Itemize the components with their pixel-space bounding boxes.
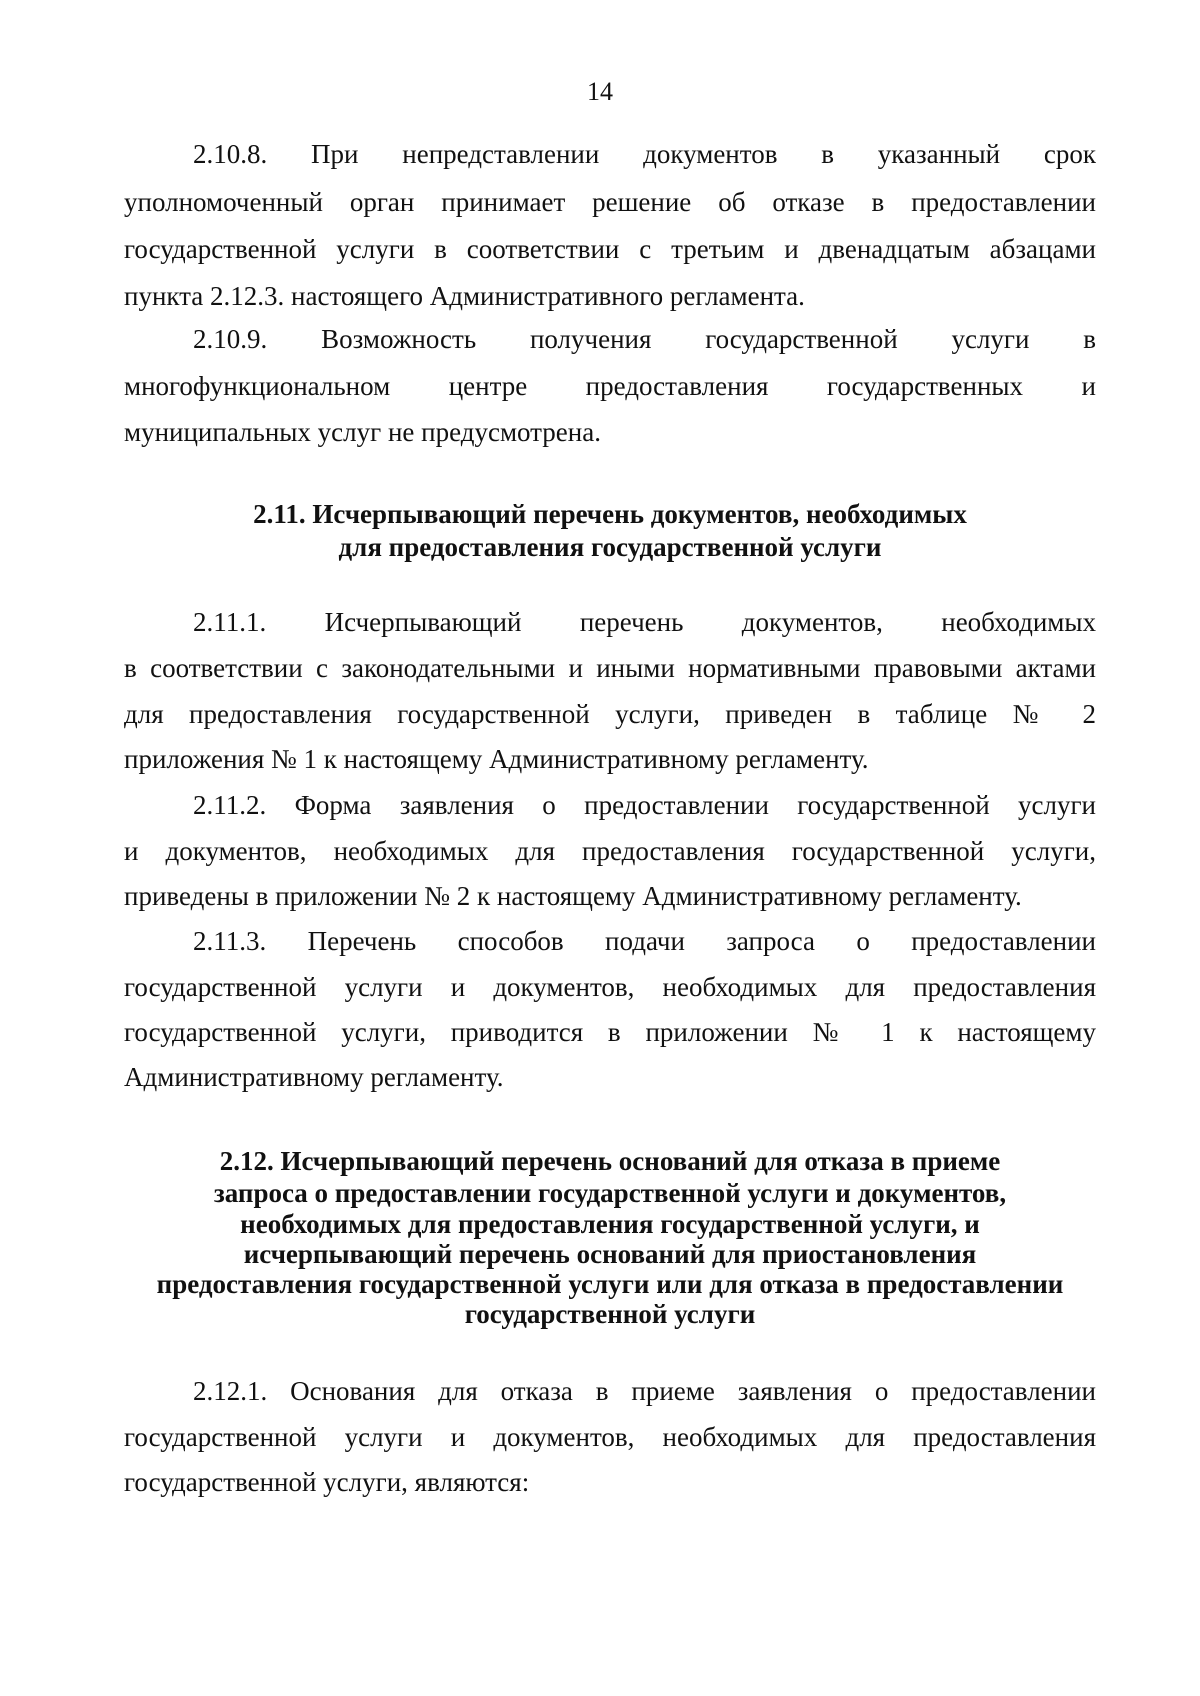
heading-line: государственной услуги [464,1299,756,1329]
paragraph-line: государственной услуги, приводится в приложении № 1 к настоящему [124,1017,1096,1047]
paragraph-line: Административному регламенту. [124,1062,504,1092]
paragraph-line: приведены в приложении № 2 к настоящему Административному регламенту. [124,881,1022,911]
paragraph-line: государственной услуги и документов, необходимых для предоставления [124,1422,1096,1452]
paragraph-line: для предоставления государственной услуги, приведен в таблице № 2 [124,699,1096,729]
paragraph-line: 2.11.1. Исчерпывающий перечень документов, необходимых [193,607,1096,637]
paragraph-line: государственной услуги и документов, необходимых для предоставления [124,972,1096,1002]
paragraph-line: 2.12.1. Основания для отказа в приеме заявления о предоставлении [193,1376,1096,1406]
paragraph-line: приложения № 1 к настоящему Административному регламенту. [124,744,869,774]
paragraph-line: муниципальных услуг не предусмотрена. [124,417,601,447]
paragraph-line: в соответствии с законодательными и иными нормативными правовыми актами [124,653,1096,683]
heading-line: 2.12. Исчерпывающий перечень оснований для отказа в приеме [219,1146,1001,1176]
paragraph-line: уполномоченный орган принимает решение об отказе в предоставлении [124,187,1096,217]
paragraph-line: 2.10.8. При непредставлении документов в указанный срок [193,139,1096,169]
paragraph-line: 2.11.2. Форма заявления о предоставлении государственной услуги [193,790,1096,820]
paragraph-line: 2.11.3. Перечень способов подачи запроса о предоставлении [193,926,1096,956]
paragraph-line: и документов, необходимых для предоставления государственной услуги, [124,836,1096,866]
paragraph-line: государственной услуги в соответствии с третьим и двенадцатым абзацами [124,234,1096,264]
paragraph-line: 2.10.9. Возможность получения государственной услуги в [193,324,1096,354]
paragraph-line: государственной услуги, являются: [124,1467,530,1497]
heading-line: 2.11. Исчерпывающий перечень документов, необходимых [253,499,967,529]
heading-line: для предоставления государственной услуги [338,532,882,562]
heading-line: необходимых для предоставления государственной услуги, и [240,1209,980,1239]
paragraph-line: пункта 2.12.3. настоящего Административного регламента. [124,281,805,311]
page-number: 14 [587,77,613,106]
heading-line: запроса о предоставлении государственной услуги и документов, [213,1178,1007,1208]
paragraph-line: многофункциональном центре предоставления государственных и [124,371,1096,401]
heading-line: исчерпывающий перечень оснований для приостановления [243,1239,977,1269]
heading-line: предоставления государственной услуги или для отказа в предоставлении [156,1269,1064,1299]
